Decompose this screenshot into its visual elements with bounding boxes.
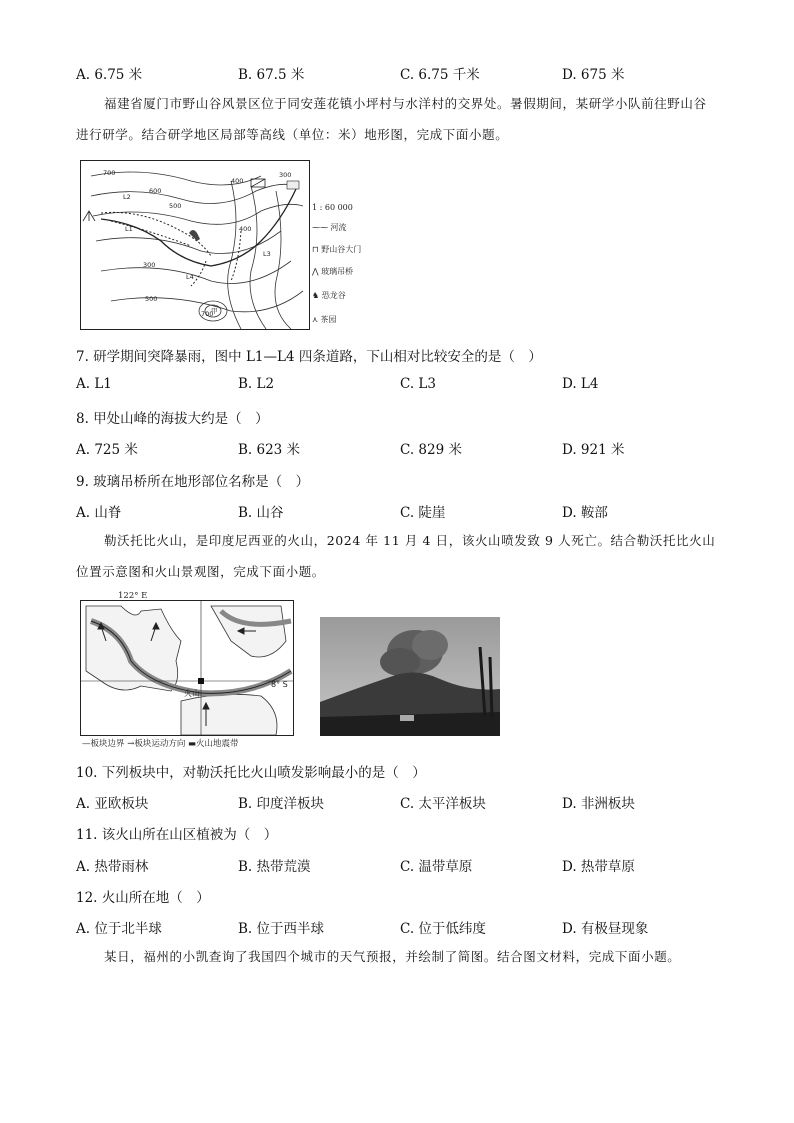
route-label: L3 (263, 250, 271, 258)
option-b: B. 印度洋板块 (238, 796, 325, 812)
contour-label: 600 (149, 187, 162, 195)
option-b: B. 67.5 米 (238, 67, 305, 83)
contour-label: 300 (143, 261, 156, 269)
gate-icon (287, 181, 299, 189)
contour-label: 500 (169, 202, 182, 210)
legend-tea: ⋏ 茶园 (312, 315, 337, 324)
volcano-marker (198, 678, 204, 684)
option-a: A. L1 (76, 376, 112, 392)
contour-label: 300 (279, 171, 292, 179)
contour-label: 700 (103, 169, 116, 177)
option-a: A. 6.75 米 (76, 67, 143, 83)
volcano-location-map (80, 600, 294, 736)
latitude-label: 8° S (271, 680, 288, 689)
contour-map (80, 160, 310, 330)
option-c: C. 陡崖 (400, 505, 446, 521)
contour-label: 400 (239, 225, 252, 233)
option-b: B. 山谷 (238, 505, 284, 521)
option-a: A. 山脊 (76, 505, 122, 521)
legend-dinosaur: ♞ 恐龙谷 (312, 291, 346, 300)
route-label: L2 (123, 193, 131, 201)
option-b: B. 位于西半球 (238, 921, 325, 937)
question-11: 11. 该火山所在山区植被为（ ） (76, 827, 278, 843)
option-a: A. 725 米 (76, 442, 138, 458)
volcano-location-svg (81, 601, 293, 735)
dinosaur-icon: ♞ (312, 291, 322, 300)
scale-label: 1 : 60 000 (312, 203, 353, 212)
dinosaur-icon (189, 230, 200, 241)
route-label: L1 (125, 225, 133, 233)
option-b: B. 热带荒漠 (238, 859, 311, 875)
question-9: 9. 玻璃吊桥所在地形部位名称是（ ） (76, 474, 310, 490)
option-c: C. L3 (400, 376, 436, 392)
route-label: L4 (186, 273, 194, 281)
intro-paragraph-1: 福建省厦门市野山谷风景区位于同安莲花镇小坪村与水洋村的交界处。暑假期间，某研学小队前往野山谷进行研学。结合研学地区局部等高线（单位：米）地形图，完成下面小题。 (76, 96, 707, 142)
option-d: D. 鞍部 (562, 505, 608, 521)
contour-map-svg (81, 161, 309, 329)
volcano-photo-svg (320, 617, 500, 736)
legend-river: ⁓⁓ 河流 (312, 223, 347, 232)
question-7: 7. 研学期间突降暴雨，图中 L1—L4 四条道路，下山相对比较安全的是（ ） (76, 349, 542, 365)
legend-bridge: ⋀ 玻璃吊桥 (312, 267, 354, 276)
option-a: A. 位于北半球 (76, 921, 162, 937)
map2-legend: —板块边界 →板块运动方向 ▬火山地震带 (82, 739, 239, 749)
intro-paragraph-3: 某日，福州的小凯查询了我国四个城市的天气预报，并绘制了简图。结合图文材料，完成下面小题。 (104, 949, 681, 964)
longitude-label: 122° E (118, 591, 148, 601)
bridge-icon: ⋀ (312, 267, 322, 276)
question-8: 8. 甲处山峰的海拔大约是（ ） (76, 411, 269, 427)
option-b: B. L2 (238, 376, 275, 392)
option-a: A. 热带雨林 (76, 859, 149, 875)
option-d: D. 675 米 (562, 67, 625, 83)
intro-paragraph-2: 勒沃托比火山，是印度尼西亚的火山，2024 年 11 月 4 日，该火山喷发致 9 人死亡。结合勒沃托比火山位置示意图和火山景观图，完成下面小题。 (76, 533, 716, 579)
question-12: 12. 火山所在地（ ） (76, 890, 210, 906)
option-d: D. 热带草原 (562, 859, 635, 875)
option-c: C. 829 米 (400, 442, 462, 458)
option-d: D. 非洲板块 (562, 796, 635, 812)
option-c: C. 位于低纬度 (400, 921, 486, 937)
bridge-icon (251, 179, 265, 187)
option-c: C. 温带草原 (400, 859, 473, 875)
contour-label: 700 (201, 310, 214, 318)
contour-label: 400 (231, 177, 244, 185)
option-d: D. 921 米 (562, 442, 625, 458)
option-a: A. 亚欧板块 (76, 796, 149, 812)
tea-garden-icon: ⋏ (312, 315, 321, 324)
river-icon: ⁓⁓ (312, 223, 331, 232)
contour-label: 500 (145, 295, 158, 303)
gate-icon: ⊓ (312, 245, 322, 254)
option-c: C. 太平洋板块 (400, 796, 486, 812)
legend-gate: ⊓ 野山谷大门 (312, 245, 362, 254)
peak-jia-label: 甲 (211, 307, 218, 315)
option-d: D. L4 (562, 376, 599, 392)
volcano-photo (320, 617, 500, 736)
question-10: 10. 下列板块中，对勒沃托比火山喷发影响最小的是（ ） (76, 765, 426, 781)
option-b: B. 623 米 (238, 442, 301, 458)
option-d: D. 有极昼现象 (562, 921, 649, 937)
volcano-label: 火山 (184, 689, 200, 698)
option-c: C. 6.75 千米 (400, 67, 480, 83)
